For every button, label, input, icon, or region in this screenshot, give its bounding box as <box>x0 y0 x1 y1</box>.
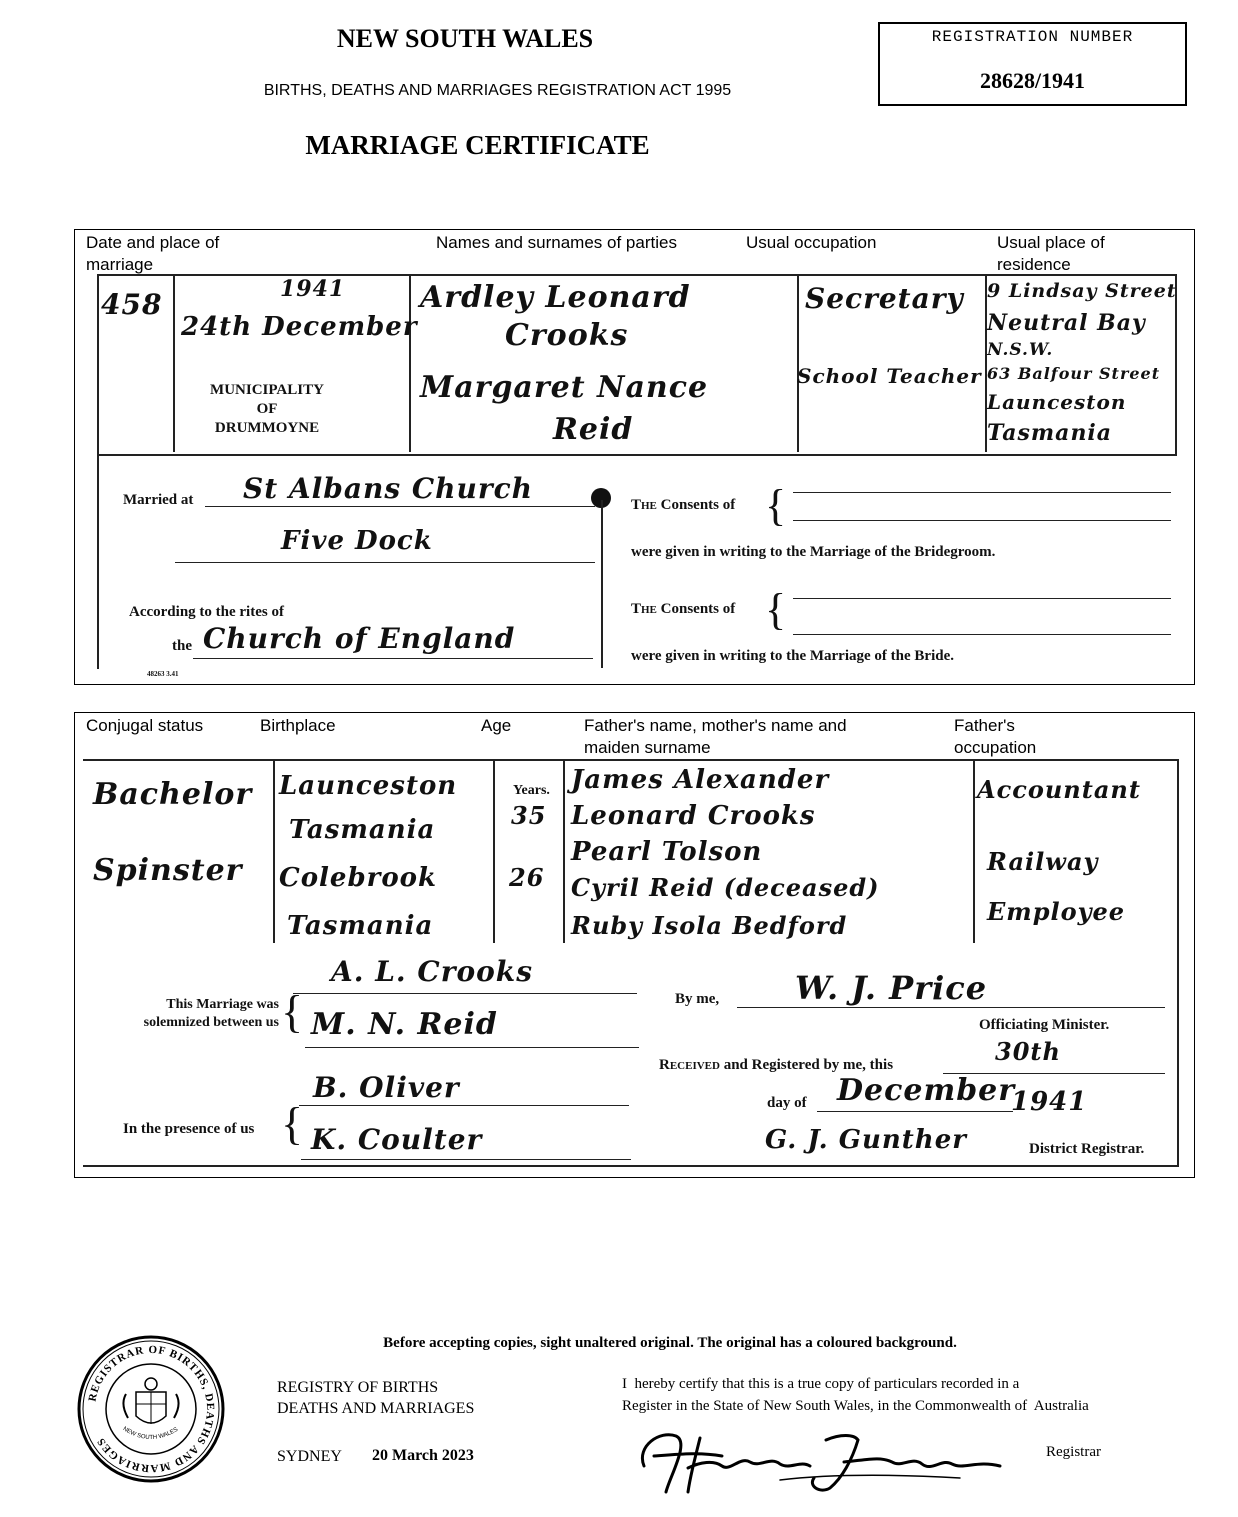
certificate-title: MARRIAGE CERTIFICATE <box>305 130 650 160</box>
registrar-signature-graphic <box>630 1426 1010 1500</box>
groom-signature: A. L. Crooks <box>331 955 533 988</box>
married-place-underline-2 <box>175 562 595 563</box>
act-title: BIRTHS, DEATHS AND MARRIAGES REGISTRATION ACT 1995 <box>263 82 732 99</box>
header-father-occupation: Father's occupation <box>954 716 1037 757</box>
consent-the: The <box>631 497 657 513</box>
header-age: Age <box>481 716 512 735</box>
bride-birthplace-line-1: Colebrook <box>279 863 438 893</box>
groom-birthplace-line-1: Launceston <box>279 771 458 801</box>
presence-brace: { <box>281 1098 304 1149</box>
groom-name-line-1: Ardley Leonard <box>420 280 691 315</box>
groom-parents-line-2: Leonard Crooks <box>571 801 816 831</box>
bride-father-occupation-line-1: Railway <box>987 847 1099 876</box>
bride-age: 26 <box>509 863 545 892</box>
consent-bride-line-1 <box>793 598 1171 599</box>
consent-groom-brace: { <box>765 481 787 530</box>
witness-2-signature: K. Coulter <box>311 1123 483 1156</box>
bride-parents-line-2: Ruby Isola Bedford <box>571 911 848 940</box>
groom-parents-line-3: Pearl Tolson <box>571 837 763 867</box>
witness-2-line <box>301 1159 631 1160</box>
registry-seal-graphic <box>76 1334 226 1484</box>
marriage-details-table <box>74 229 1195 685</box>
groom-residence-line-2: Neutral Bay <box>987 310 1146 336</box>
registry-line-2: DEATHS AND MARRIAGES <box>277 1400 475 1417</box>
municipality-line-2: OF <box>256 401 278 417</box>
consent-bride-label <box>631 601 735 618</box>
rites-denomination: Church of England <box>203 622 516 655</box>
header-residence: Usual place of residence <box>997 233 1105 274</box>
seal-inner-text: NEW SOUTH WALES <box>121 1426 180 1442</box>
col2-rule-3 <box>563 759 565 943</box>
scan-left-rule <box>97 274 99 669</box>
solemnized-label-2: solemnized between us <box>143 1015 279 1030</box>
header-birthplace: Birthplace <box>260 716 336 735</box>
married-place-line-1: St Albans Church <box>243 472 534 505</box>
consent-bride-line-2 <box>793 634 1171 635</box>
bride-name-line-2: Reid <box>553 412 634 447</box>
bride-residence-line-1: 63 Balfour Street <box>987 364 1161 383</box>
issue-date: 20 March 2023 <box>372 1447 474 1464</box>
verification-notice: Before accepting copies, sight unaltered original. The original has a coloured background. <box>383 1335 957 1351</box>
header-date-place: Date and place of marriage <box>86 233 220 274</box>
parties-details-table <box>74 712 1195 1178</box>
marriage-date: 24th December <box>181 312 418 342</box>
registered-by-text: and Registered by me, this <box>723 1057 894 1073</box>
bride-occupation: School Teacher <box>797 364 982 388</box>
consent-groom-line-2 <box>793 520 1171 521</box>
registration-number: 28628/1941 <box>979 68 1086 93</box>
issue-city: SYDNEY <box>277 1448 342 1465</box>
married-place-underline-1 <box>205 506 595 507</box>
rites-label: According to the rites of <box>129 604 284 620</box>
groom-birthplace-line-2: Tasmania <box>289 815 436 845</box>
scan-right-rule-2 <box>1177 759 1179 1167</box>
rites-underline <box>193 658 593 659</box>
col2-rule-4 <box>973 759 975 943</box>
municipality-line-1: MUNICIPALITY <box>210 382 324 398</box>
consent-bride-text: were given in writing to the Marriage of the Bride. <box>631 648 954 664</box>
received-word: Received <box>659 1057 720 1073</box>
state-title: NEW SOUTH WALES <box>336 24 594 53</box>
consent-of: Consents of <box>660 497 736 513</box>
registry-seal <box>76 1334 226 1484</box>
consent-groom-text: were given in writing to the Marriage of the Bridegroom. <box>631 544 996 560</box>
married-at-label: Married at <box>123 492 194 508</box>
marriage-year: 1941 <box>280 276 346 302</box>
bride-parents-line-1: Cyril Reid (deceased) <box>571 873 880 902</box>
groom-residence-line-1: 9 Lindsay Street <box>987 280 1177 302</box>
district-registrar-signature: G. J. Gunther <box>765 1125 967 1155</box>
header-conjugal-status: Conjugal status <box>86 716 204 735</box>
consent-groom-line-1 <box>793 492 1171 493</box>
consent-of-bride: Consents of <box>660 601 736 617</box>
consent-the-bride: The <box>631 601 657 617</box>
mid-rule <box>97 454 1177 456</box>
presence-label: In the presence of us <box>123 1121 255 1137</box>
minister-signature: W. J. Price <box>795 969 988 1007</box>
registration-month: December <box>837 1073 1016 1108</box>
solemnized-label-1: This Marriage was <box>166 997 279 1012</box>
solemnized-brace: { <box>281 986 304 1037</box>
groom-name-line-2: Crooks <box>505 318 629 353</box>
groom-parents-line-1: James Alexander <box>571 765 830 795</box>
registry-line-1: REGISTRY OF BIRTHS <box>277 1379 439 1396</box>
col2-rule-2 <box>493 759 495 943</box>
certify-line-1: I hereby certify that this is a true copy of particulars recorded in a <box>622 1376 1020 1392</box>
bride-signature-line <box>305 1047 639 1048</box>
scan-top-rule <box>97 274 1177 276</box>
consent-groom-label <box>631 497 735 514</box>
registration-year: 1941 <box>1011 1087 1088 1117</box>
bride-conjugal-status: Spinster <box>93 853 243 888</box>
header-parents: Father's name, mother's name and maiden surname <box>584 716 847 757</box>
header-occupation: Usual occupation <box>746 233 877 252</box>
groom-signature-line <box>293 993 637 994</box>
district-registrar-label: District Registrar. <box>1029 1141 1145 1157</box>
bride-signature: M. N. Reid <box>311 1007 498 1042</box>
bride-residence-line-3: Tasmania <box>987 420 1113 446</box>
groom-residence-line-3: N.S.W. <box>987 340 1054 360</box>
consent-bride-brace: { <box>765 585 787 634</box>
registrar-signature <box>630 1426 1010 1500</box>
groom-occupation: Secretary <box>805 282 964 315</box>
registration-month-line <box>817 1111 1013 1112</box>
witness-1-line <box>299 1105 629 1106</box>
registrar-label: Registrar <box>1046 1444 1101 1460</box>
years-label: Years. <box>513 783 550 798</box>
seal-ring-text: REGISTRAR OF BIRTHS, DEATHS AND MARRIAGES <box>86 1343 217 1475</box>
minister-signature-line <box>737 1007 1165 1008</box>
scan-top-rule-2 <box>83 759 1179 761</box>
groom-father-occupation: Accountant <box>977 775 1141 804</box>
bride-birthplace-line-2: Tasmania <box>287 911 434 941</box>
rites-label-the: the <box>172 638 192 654</box>
received-label <box>659 1057 893 1074</box>
bride-residence-line-2: Launceston <box>987 390 1127 414</box>
married-place-line-2: Five Dock <box>281 526 433 556</box>
minister-label: Officiating Minister. <box>979 1017 1110 1033</box>
svg-text:NEW SOUTH WALES <box>122 1426 180 1441</box>
consent-divider <box>601 500 603 668</box>
by-me-label: By me, <box>675 991 720 1007</box>
scan-bottom-rule-2 <box>83 1165 1179 1167</box>
col2-rule-1 <box>273 759 275 943</box>
bride-name-line-1: Margaret Nance <box>420 370 709 405</box>
registration-box <box>878 22 1187 106</box>
col-rule-1 <box>173 274 175 452</box>
header-names: Names and surnames of parties <box>436 233 677 252</box>
col-rule-2 <box>409 274 411 452</box>
registration-label: REGISTRATION NUMBER <box>931 28 1134 46</box>
groom-age: 35 <box>511 801 547 830</box>
col-rule-3 <box>797 274 799 452</box>
witness-1-signature: B. Oliver <box>313 1071 460 1104</box>
form-number: 48263 3.41 <box>147 670 179 678</box>
bride-father-occupation-line-2: Employee <box>987 897 1126 926</box>
groom-conjugal-status: Bachelor <box>93 777 253 812</box>
registration-day: 30th <box>995 1037 1061 1066</box>
day-of-label: day of <box>767 1095 807 1111</box>
entry-number: 458 <box>101 288 163 321</box>
certify-line-2: Register in the State of New South Wales, in the Commonwealth of Australia <box>622 1398 1089 1414</box>
municipality-line-3: DRUMMOYNE <box>214 420 320 436</box>
